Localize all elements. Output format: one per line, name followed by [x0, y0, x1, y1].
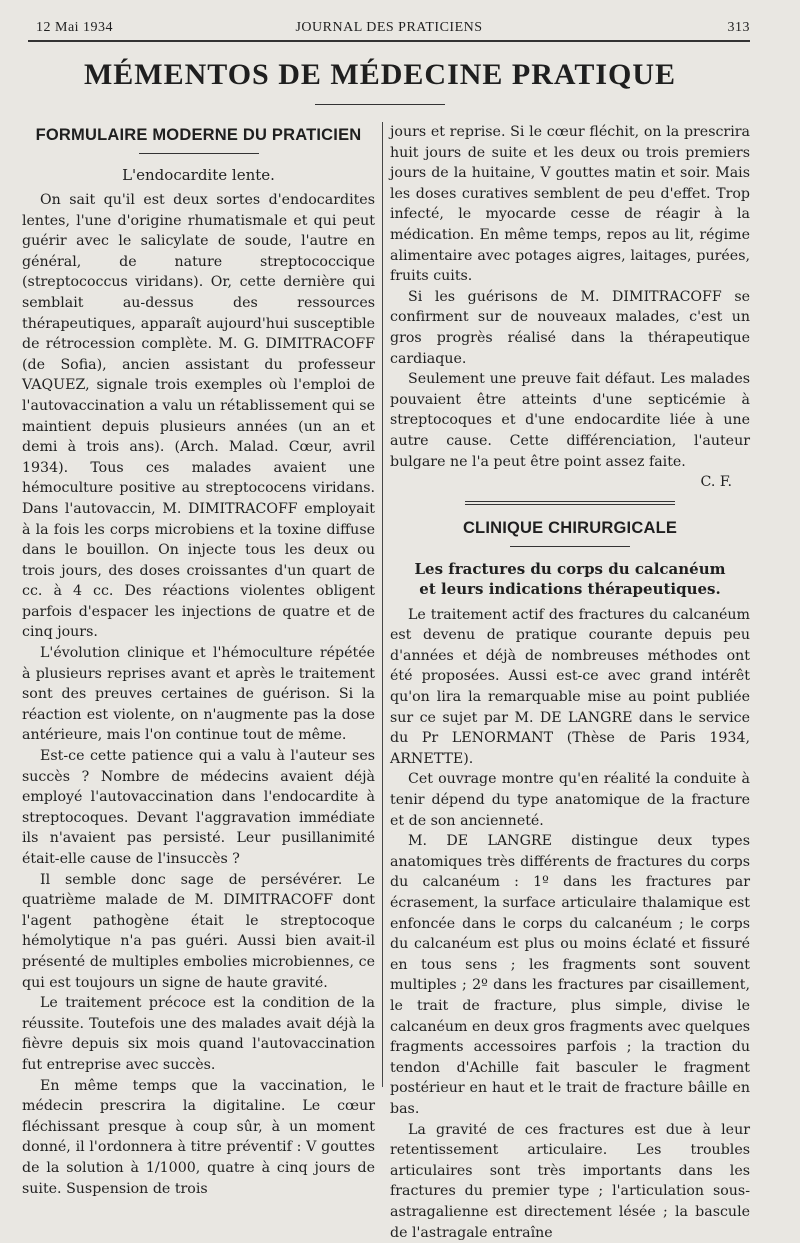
paragraph: Le traitement précoce est la condition de la réussite. Toutefois une des malades avait déjà la fièvre depuis six mois quand l'autovaccination fut entreprise avec succès. — [22, 995, 375, 1073]
section-rule — [139, 153, 259, 154]
signature-line — [390, 472, 750, 493]
section-title-formulaire: FORMULAIRE MODERNE DU PRATICIEN — [35, 126, 362, 144]
section-separator — [465, 501, 675, 505]
header-rule — [28, 40, 750, 42]
journal-name: JOURNAL DES PRATICIENS — [295, 20, 483, 35]
article-title-line-1: Les fractures du corps du calcanéum — [414, 559, 726, 578]
paragraph: La gravité de ces fractures est due à leur retentissement articulaire. Les troubles articulaires sont très importants dans les fractures du premier type ; l'articulation sous-astragalienne est directement lésée ; la bascule de l'astragale entraîne — [390, 1121, 750, 1241]
paragraph: Cet ouvrage montre qu'en réalité la conduite à tenir dépend du type anatomique de la fracture et de son ancienneté. — [390, 771, 750, 829]
section-rule — [510, 546, 630, 547]
paragraph: Seulement une preuve fait défaut. Les malades pouvaient être atteints d'une septicémie à streptocoques et d'une endocardite liée à une autre cause. Cette différenciation, l'auteur bulgare ne l'a peut être point assez faite. — [390, 371, 750, 470]
paragraph: Il semble donc sage de persévérer. Le quatrième malade de M. DIMITRACOFF dont l'agent pathogène était le streptocoque hémolytique n'a pas guéri. Aussi bien avait-il présenté de multiples embolies microbiennes, ce qui est toujours un signe de haute gravité. — [22, 871, 375, 991]
column-divider — [382, 122, 383, 1087]
issue-date: 12 Mai 1934 — [36, 20, 114, 35]
running-header — [28, 20, 750, 42]
left-column — [22, 122, 375, 1197]
paragraph: Est-ce cette patience qui a valu à l'auteur ses succès ? Nombre de médecins avaient déjà employé l'autovaccination dans l'endocardite à streptocoques. Devant l'aggravation immédiate ils n'avaient pas persisté. Leur pusillanimité était-elle cause de l'insuccès ? — [22, 748, 375, 867]
right-column — [390, 122, 750, 1241]
paragraph: jours et reprise. Si le cœur fléchit, on la prescrira huit jours de suite et les deux ou trois premiers jours de la huitaine, V gouttes matin et soir. Mais les doses curatives semblent de peu d'effet. Trop infecté, le myocarde cesse de réagir à la médication. En même temps, repos au lit, régime alimentaire avec potages aigres, laitages, purées, fruits cuits. — [390, 124, 750, 285]
article-title-endocardite: L'endocardite lente. — [122, 166, 275, 184]
paragraph: Le traitement actif des fractures du calcanéum est devenu de pratique courante depuis peu d'années et déjà de nombreuses méthodes ont été proposées. Aussi est-ce avec grand intérêt qu'on lira la remarquable mise au point publiée sur ce sujet par M. DE LANGRE dans le service du Pr LENORMANT (Thèse de Paris 1934, ARNETTE). — [390, 606, 750, 767]
paragraph: Si les guérisons de M. DIMITRACOFF se confirment sur de nouveaux malades, c'est un gros progrès réalisé dans la thérapeutique cardiaque. — [390, 288, 750, 367]
article-title-line-2: et leurs indications thérapeutiques. — [419, 579, 721, 598]
paragraph: On sait qu'il est deux sortes d'endocardites lentes, l'une d'origine rhumatismale et qui peut guérir avec le salicylate de soude, l'autre en général, de nature streptococcique (streptococcus viridans). Or, cette dernière qui semblait au-dessus des ressources thérapeutiques, apparaît aujourd'hui susceptible de rétrocession complète. M. G. DIMITRACOFF (de Sofia), ancien assistant du professeur VAQUEZ, signale trois exemples où l'emploi de l'autovaccination a valu un rétablissement qui se maintient depuis plusieurs années (un an et demi à trois ans). (Arch. Malad. Cœur, avril 1934). Tous ces malades avaient une hémoculture positive au streptococens viridans. Dans l'autovaccin, M. DIMITRACOFF employait à la fois les corps microbiens et la toxine diffuse dans le bouillon. On injecte tous les deux ou trois jours, des doses croissantes d'un quart de cc. à 4 cc. Des réactions violentes obligent parfois d'espacer les injections de quatre et de cinq jours. — [22, 192, 375, 641]
paragraph: M. DE LANGRE distingue deux types anatomiques très différents de fractures du corps du calcanéum : 1º dans les fractures par écrasement, la surface articulaire thalamique est enfoncée dans le corps du calcanéum ; le corps du calcanéum est plus ou moins éclaté et fissuré en tous sens ; les fragments sont souvent multiples ; 2º dans les fractures par cisaillement, le trait de fracture, plus simple, divise le calcanéum en deux gros fragments avec quelques fragments accessoires parfois ; la traction du tendon d'Achille fait basculer le fragment postérieur en haut et le trait de fracture bâille en bas. — [390, 833, 750, 1117]
section-title-clinique: CLINIQUE CHIRURGICALE — [462, 518, 678, 537]
page-number: 313 — [727, 20, 750, 35]
title-rule — [315, 104, 445, 105]
paragraph: L'évolution clinique et l'hémoculture répétée à plusieurs reprises avant et après le traitement sont des preuves certaines de guérison. Si la réaction est violente, on n'augmente pas la dose antérieure, mais l'on continue tout de même. — [22, 645, 375, 744]
article-title-calcaneum — [390, 559, 750, 599]
paragraph: En même temps que la vaccination, le médecin prescrira la digitaline. Le cœur fléchissant presque à coup sûr, à un moment donné, il l'ordonnera à titre préventif : V gouttes de la solution à 1/1000, quatre à cinq jours de suite. Suspension de trois — [22, 1077, 375, 1197]
author-signature: C. F. — [700, 474, 732, 491]
main-title: MÉMENTOS DE MÉDECINE PRATIQUE — [83, 58, 677, 91]
